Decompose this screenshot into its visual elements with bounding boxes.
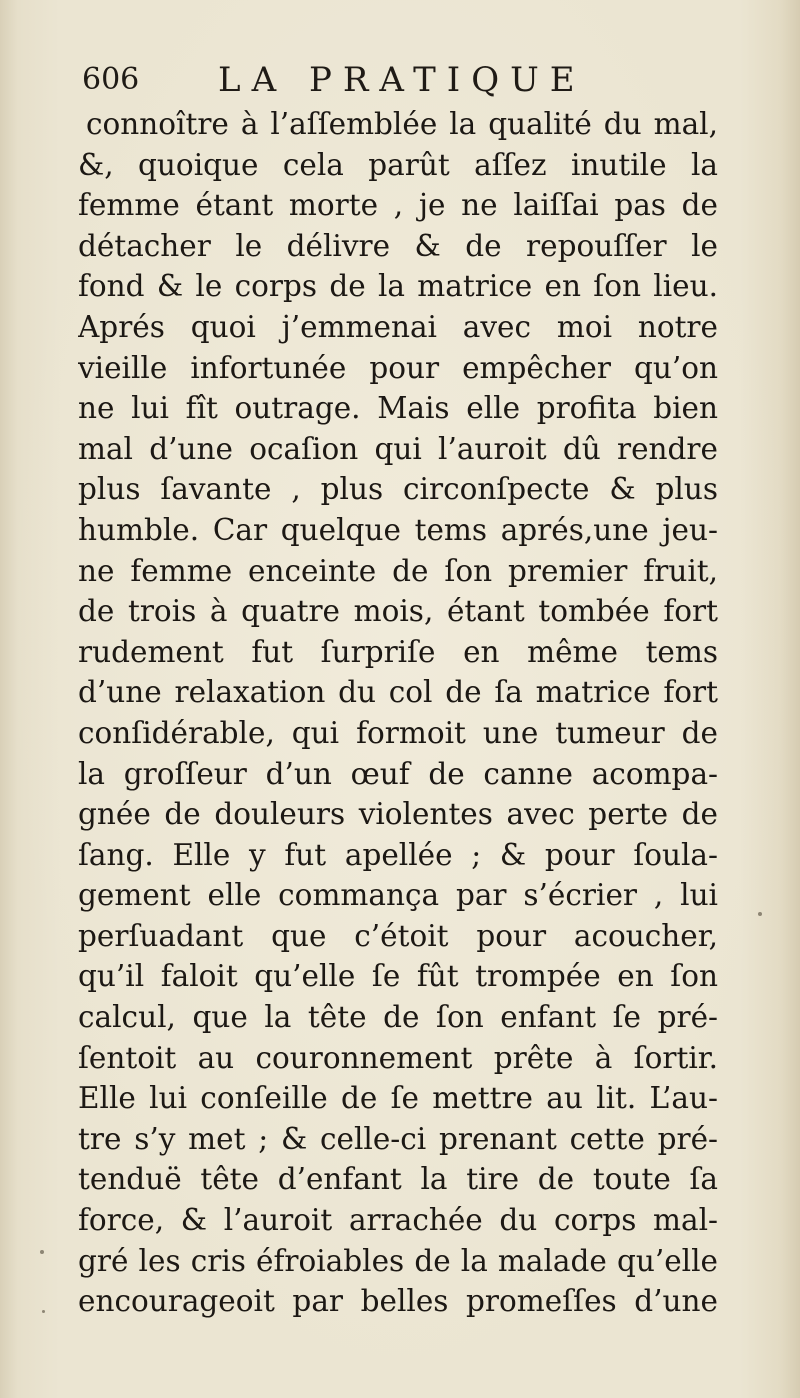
text-line: connoître à l’aſſemblée la qualité du mal, — [86, 107, 718, 141]
paper-speck — [40, 1250, 44, 1254]
text-line: tenduë tête d’enfant la tire de toute ſa — [78, 1162, 718, 1197]
text-line: mal d’une ocaſion qui l’auroit dû rendre — [78, 431, 718, 466]
text-line: plus ſavante , plus circonſpecte & plus — [78, 472, 718, 507]
text-line: détacher le délivre & de repouſſer le — [78, 228, 718, 263]
text-line: gement elle commança par s’écrier , lui — [78, 878, 718, 913]
text-line: gré les cris éfroiables de la malade qu’elle — [78, 1243, 718, 1278]
paper-speck — [42, 1310, 45, 1313]
text-line: rudement fut ſurpriſe en même tems — [78, 634, 718, 669]
text-line: ſentoit au couronnement prête à ſortir. — [78, 1040, 718, 1075]
text-line: d’une relaxation du col de ſa matrice fort — [78, 675, 718, 710]
text-line: tre s’y met ; & celle-ci prenant cette pré- — [78, 1121, 718, 1156]
page-number: 606 — [82, 62, 140, 97]
text-line: encourageoit par belles promeſſes d’une — [78, 1284, 718, 1319]
body-text — [78, 104, 718, 1322]
text-line: Elle lui conſeille de ſe mettre au lit. L’au- — [78, 1081, 718, 1116]
text-line: Aprés quoi j’emmenai avec moi notre — [78, 309, 718, 344]
text-line: force, & l’auroit arrachée du corps mal- — [78, 1203, 718, 1238]
text-line: femme étant morte , je ne laiſſai pas de — [78, 188, 718, 223]
text-line: humble. Car quelque tems aprés,une jeu- — [78, 512, 718, 547]
text-line: qu’il faloit qu’elle ſe fût trompée en ſon — [78, 959, 718, 994]
text-line: ne femme enceinte de ſon premier fruit, — [78, 553, 718, 588]
text-line: vieille infortunée pour empêcher qu’on — [78, 350, 718, 385]
paper-speck — [758, 912, 762, 916]
running-title: LA PRATIQUE — [218, 60, 586, 100]
text-line: conſidérable, qui formoit une tumeur de — [78, 715, 718, 750]
running-head — [82, 60, 642, 100]
text-line: fond & le corps de la matrice en ſon lieu. — [78, 269, 718, 304]
text-line: calcul, que la tête de ſon enfant ſe pré- — [78, 1000, 718, 1035]
text-line: gnée de douleurs violentes avec perte de — [78, 797, 718, 832]
text-line: ne lui fît outrage. Mais elle profita bien — [78, 391, 718, 426]
text-line: la groſſeur d’un œuf de canne acompa- — [78, 756, 718, 791]
text-line: ſang. Elle y fut apellée ; & pour ſoula- — [78, 837, 718, 872]
text-line: &, quoique cela parût aſſez inutile la — [78, 147, 718, 182]
text-line: de trois à quatre mois, étant tombée fort — [78, 594, 718, 629]
text-line: perſuadant que c’étoit pour acoucher, — [78, 918, 718, 953]
